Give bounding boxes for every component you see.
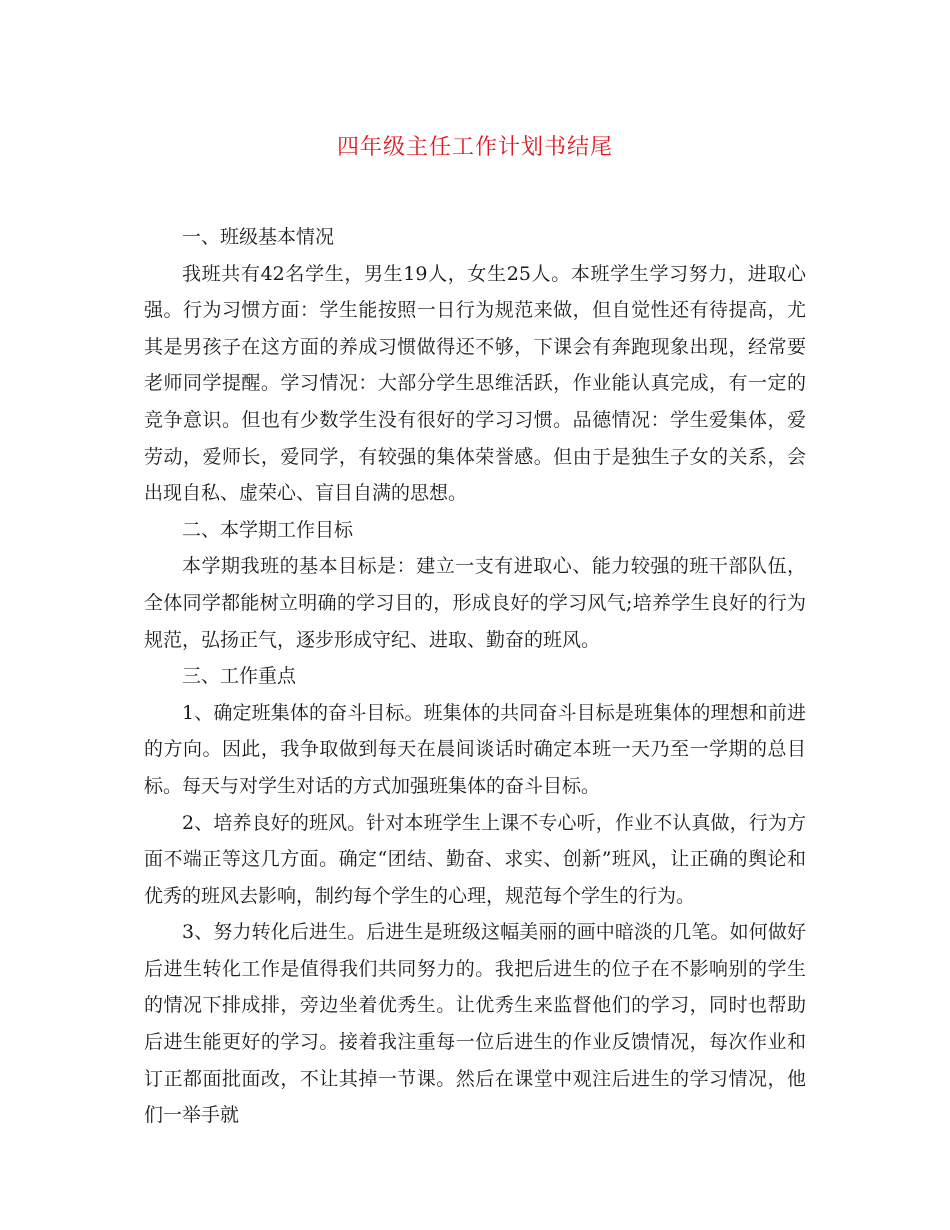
section-heading-basic-situation: 一、班级基本情况 bbox=[182, 226, 335, 248]
section-heading-semester-goals: 二、本学期工作目标 bbox=[182, 518, 354, 541]
paragraph-semester-goals: 本学期我班的基本目标是：建立一支有进取心、能力较强的班干部队伍，全体同学都能树立明确的学习目的，形成良好的学习风气;培养学生良好的行为规范，弘扬正气，逐步形成守纪、进取、勤奋的班风。 bbox=[144, 555, 806, 651]
section-heading-work-focus: 三、工作重点 bbox=[182, 665, 297, 688]
document-title: 四年级主任工作计划书结尾 bbox=[336, 135, 613, 160]
document-body bbox=[144, 219, 806, 1134]
paragraph-basic-situation: 我班共有42名学生，男生19人，女生25人。本班学生学习努力，进取心强。行为习惯方面：学生能按照一日行为规范来做，但自觉性还有待提高，尤其是男孩子在这方面的养成习惯做得还不够，下课会有奔跑现象出现，经常要老师同学提醒。学习情况：大部分学生思维活跃，作业能认真完成，有一定的竞争意识。但也有少数学生没有很好的学习习惯。品德情况：学生爱集体，爱劳动，爱师长，爱同学，有较强的集体荣誉感。但由于是独生子女的关系，会出现自私、虚荣心、盲目自满的思想。 bbox=[144, 262, 806, 505]
paragraph-focus-1: 1、确定班集体的奋斗目标。班集体的共同奋斗目标是班集体的理想和前进的方向。因此，我争取做到每天在晨间谈话时确定本班一天乃至一学期的总目标。每天与对学生对话的方式加强班集体的奋斗目标。 bbox=[144, 701, 806, 797]
paragraph-focus-2: 2、培养良好的班风。针对本班学生上课不专心听，作业不认真做，行为方面不端正等这几方面。确定“团结、勤奋、求实、创新”班风，让正确的舆论和优秀的班风去影响，制约每个学生的心理，规范每个学生的行为。 bbox=[144, 811, 806, 907]
paragraph-focus-3: 3、努力转化后进生。后进生是班级这幅美丽的画中暗淡的几笔。如何做好后进生转化工作是值得我们共同努力的。我把后进生的位子在不影响别的学生的情况下排成排，旁边坐着优秀生。让优秀生来监督他们的学习，同时也帮助后进生能更好的学习。接着我注重每一位后进生的作业反馈情况，每次作业和订正都面批面改，不让其掉一节课。然后在课堂中观注后进生的学习情况，他们一举手就 bbox=[144, 921, 806, 1127]
